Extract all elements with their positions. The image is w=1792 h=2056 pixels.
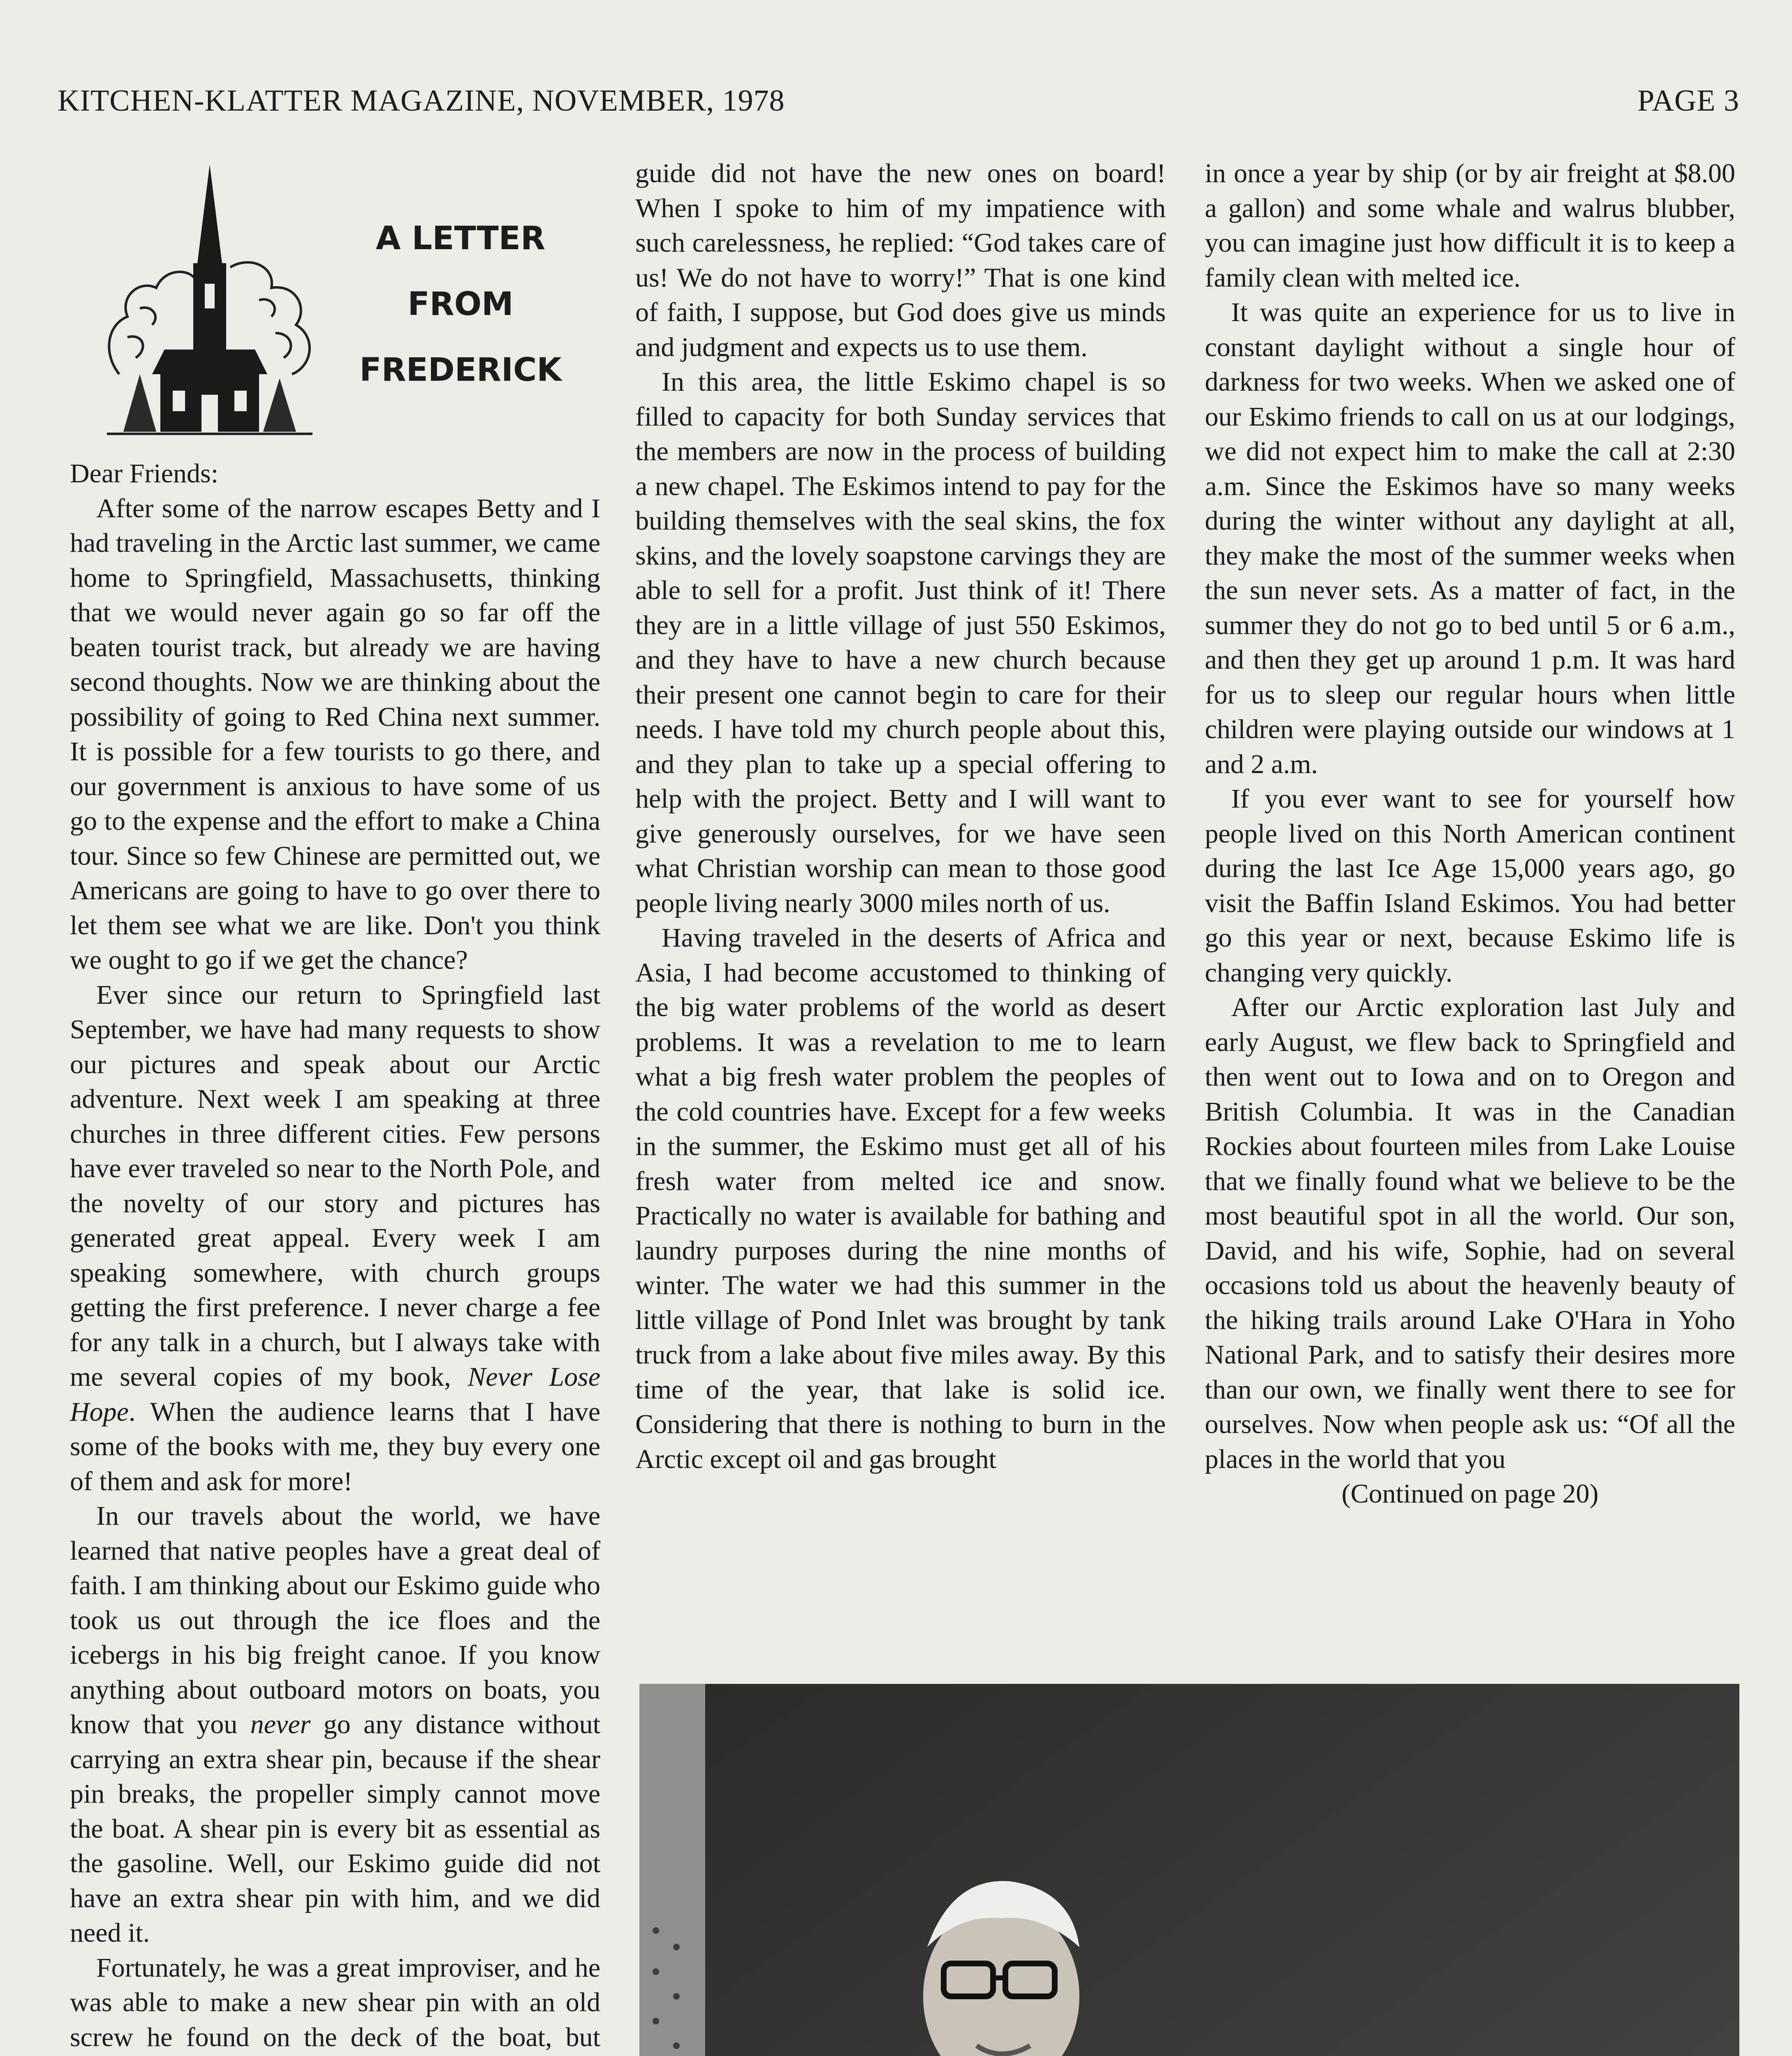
letter-title (333, 206, 588, 403)
masthead: KITCHEN-KLATTER MAGAZINE, NOVEMBER, 1978 (58, 83, 785, 118)
paragraph: Ever since our return to Springfield last September, we have had many requests to show our pictures and speak about our Arctic adventure. Next week I am speaking at three churches in three different cities. Few persons have ever traveled so near to the North Pole, and the novelty of our story and pictures has generated great appeal. Every week I am speaking somewhere, with church groups getting the first preference. I never charge a fee for any talk in a church, but I always take with me several copies of my book, Never Lose Hope. When the audience learns that I have some of the books with me, they buy every one of them and ask for more! (70, 979, 601, 1496)
church-illustration (95, 160, 325, 440)
page-number: PAGE 3 (1637, 83, 1739, 118)
title-line-3: FREDERICK (359, 352, 562, 389)
paragraph: in once a year by ship (or by air freight at $8.00 a gallon) and some whale and walrus blubber, you can imagine just how difficult it is to keep a family clean with melted ice. (1205, 158, 1735, 293)
page-header (58, 78, 1739, 123)
emphasis: never (250, 1709, 311, 1739)
paragraph: In our travels about the world, we have learned that native peoples have a great deal of faith. I am thinking about our Eskimo guide who took us out through the ice floes and the icebergs in his big freight canoe. If you know anything about outboard motors on boats, you know that you never go any distance without carrying an extra shear pin, because if the shear pin breaks, the propeller simply cannot move the boat. A shear pin is every bit as essential as the gasoline. Well, our Eskimo guide did not have an extra shear pin with him, and we did need it. (70, 1501, 600, 1948)
column-middle (635, 156, 1166, 1477)
photo-illustration (639, 1684, 1739, 2056)
book-title: Never Lose Hope (70, 1362, 601, 1427)
letter-title-block (70, 156, 600, 444)
paragraph: It was quite an experience for us to live in constant daylight without a single hour of darkness for two weeks. When we asked one of our Eskimo friends to call on us at our lodgings, we did not expect him to make the call at 2:30 a.m. Since the Eskimos have so many weeks during the winter without any daylight at all, they make the most of the summer weeks when the sun never sets. As a matter of fact, in the summer they do not go to bed until 5 or 6 a.m., and then they get up around 1 p.m. It was hard for us to sleep our regular hours when little children were playing outside our windows at 1 and 2 a.m. (1205, 297, 1735, 779)
paragraph: After our Arctic exploration last July and early August, we flew back to Springfield and then went out to Iowa and on to Oregon and British Columbia. It was in the Canadian Rockies about fourteen miles from Lake Louise that we finally found what we believe to be the most beautiful spot in all the world. Our son, David, and his wife, Sophie, had on several occasions told us about the heavenly beauty of the hiking trails around Lake O'Hara in Yoho National Park, and to satisfy their desires more than our own, we finally went there to see for ourselves. Now when people ask us: “Of all the places in the world that you (1205, 992, 1735, 1474)
photograph-crandalls (639, 1684, 1739, 2056)
title-line-1: A LETTER (375, 220, 546, 257)
title-line-2: FROM (407, 286, 514, 323)
paragraph: After some of the narrow escapes Betty and I had traveling in the Arctic last summer, we came home to Springfield, Massachusetts, thinking that we would never again go so far off the beaten tourist track, but already we are having second thoughts. Now we are thinking about the possibility of going to Red China next summer. It is possible for a few tourists to go there, and our government is anxious to have some of us go to the expense and the effort to make a China tour. Since so few Chinese are permitted out, we Americans are going to have to go over there to let them see what we are like. Don't you think we ought to go if we get the chance? (70, 493, 600, 975)
paragraph: If you ever want to see for yourself how people lived on this North American continent during the last Ice Age 15,000 years ago, go visit the Baffin Island Eskimos. You had better go this year or next, because Eskimo life is changing very quickly. (1205, 784, 1735, 988)
paragraph: Fortunately, he was a great improviser, and he was able to make a new shear pin with an old screw he found on the deck of the boat, but (70, 1952, 600, 2052)
continued-note: (Continued on page 20) (1341, 1479, 1599, 1509)
salutation: Dear Friends: (70, 458, 219, 489)
paragraph: In this area, the little Eskimo chapel is so filled to capacity for both Sunday services that the members are now in the process of building a new chapel. The Eskimos intend to pay for the building themselves with the seal skins, the fox skins, and the lovely soapstone carvings they are able to sell for a profit. Just think of it! There they are in a little village of just 550 Eskimos, and they have to have a new church because their present one cannot begin to care for their needs. I have told my church people about this, and they plan to take up a special offering to help with the project. Betty and I will want to give generously ourselves, for we have seen what Christian worship can mean to those good people living nearly 3000 miles north of us. (635, 367, 1166, 918)
paragraph: guide did not have the new ones on board! When I spoke to him of my impatience with such carelessness, he replied: “God takes care of us! We do not have to worry!” That is one kind of faith, I suppose, but God does give us minds and judgment and expects us to use them. (635, 158, 1166, 362)
column-right (1205, 156, 1735, 1512)
column-left (70, 456, 600, 2056)
paragraph: Having traveled in the deserts of Africa and Asia, I had become accustomed to thinking of the big water problems of the world as desert problems. It was a revelation to me to learn what a big fresh water problem the peoples of the cold countries have. Except for a few weeks in the summer, the Eskimo must get all of his fresh water from melted ice and snow. Practically no water is available for bathing and laundry purposes during the nine months of winter. The water we had this summer in the little village of Pond Inlet was brought by tank truck from a lake about five miles away. By this time of the year, that lake is solid ice. Considering that there is nothing to burn in the Arctic except oil and gas brought (635, 923, 1166, 1474)
